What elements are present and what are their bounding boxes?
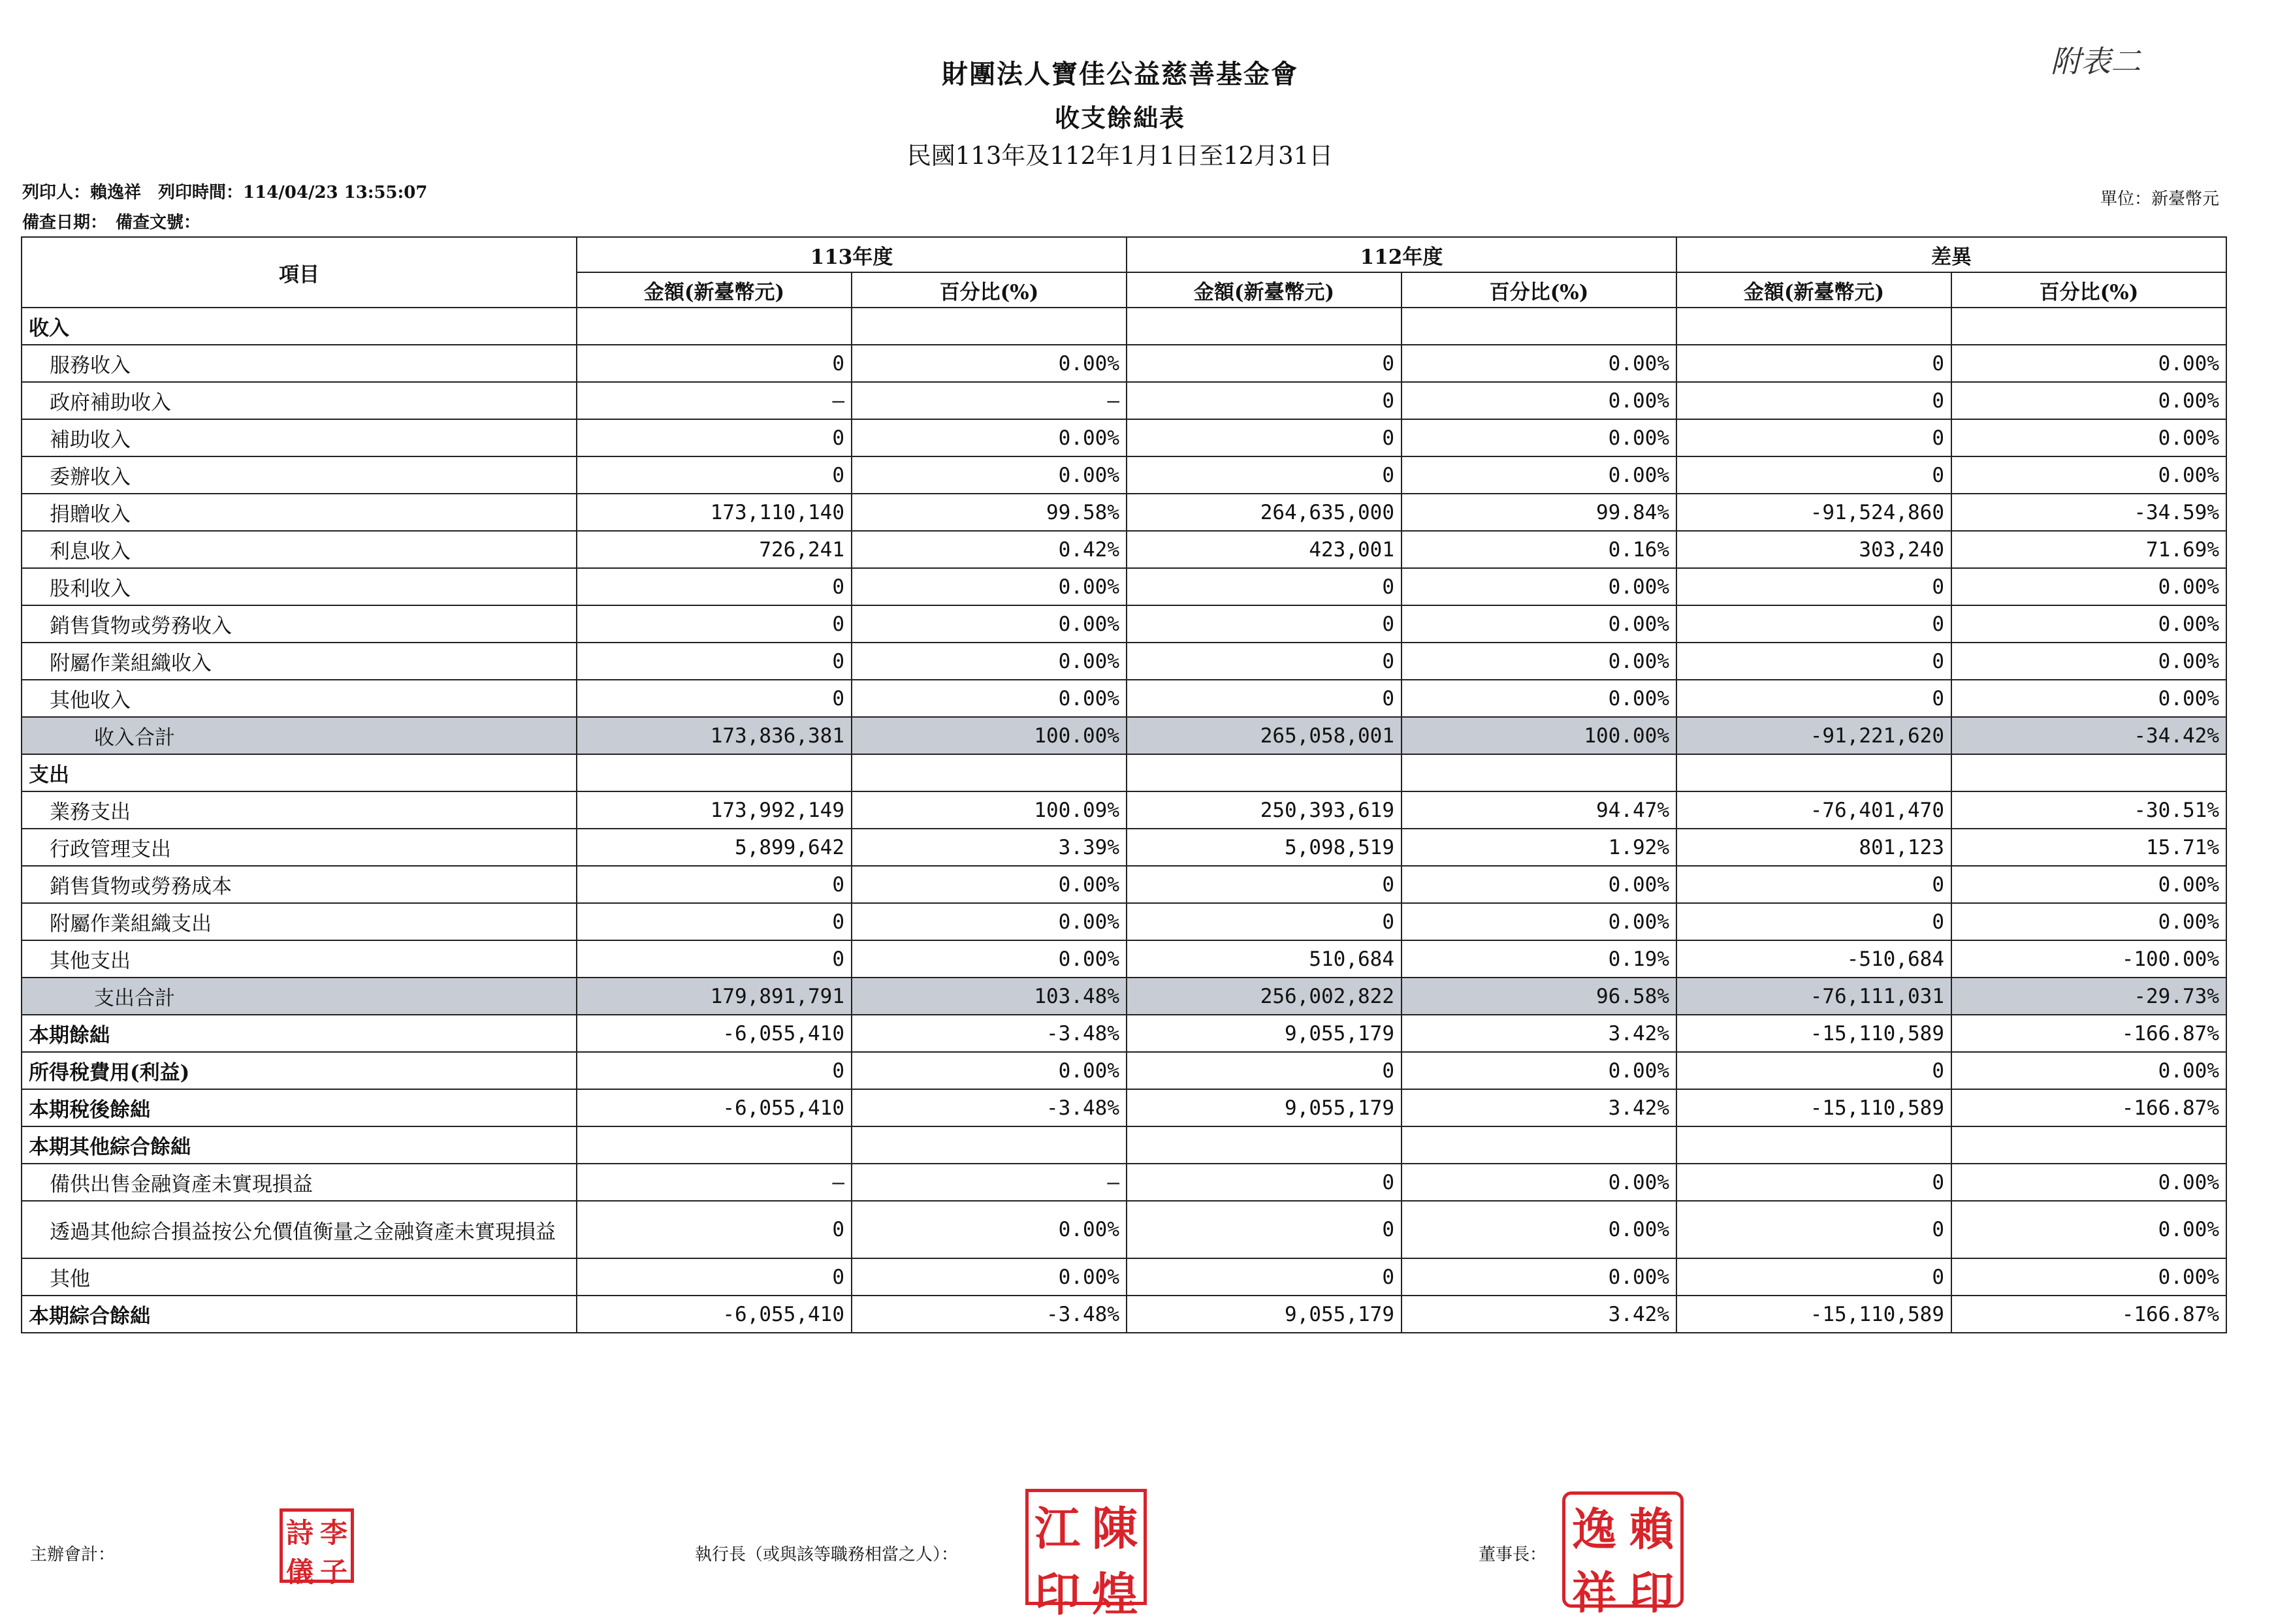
value-cell: 3.42%	[1402, 1089, 1676, 1126]
value-cell: 0	[1676, 866, 1951, 903]
value-cell	[852, 308, 1127, 345]
value-cell: 71.69%	[1951, 531, 2226, 568]
row-label: 利息收入	[22, 531, 577, 568]
value-cell: 0	[1127, 568, 1402, 605]
value-cell	[577, 308, 852, 345]
value-cell: 0.00%	[1951, 903, 2226, 940]
row-label: 附屬作業組織支出	[22, 903, 577, 940]
row-label: 備供出售金融資產未實現損益	[22, 1164, 577, 1201]
value-cell: -166.87%	[1951, 1089, 2226, 1126]
row-label: 所得稅費用(利益)	[22, 1052, 577, 1089]
value-cell: 0	[577, 605, 852, 643]
value-cell: 100.09%	[852, 791, 1127, 829]
value-cell	[1676, 308, 1951, 345]
header-item: 項目	[22, 237, 577, 308]
row-label: 銷售貨物或勞務收入	[22, 605, 577, 643]
value-cell: -76,401,470	[1676, 791, 1951, 829]
row-label: 銷售貨物或勞務成本	[22, 866, 577, 903]
value-cell: 0.00%	[1951, 866, 2226, 903]
table-row	[22, 568, 2226, 605]
table-row	[22, 1258, 2226, 1296]
table-row	[22, 940, 2226, 978]
value-cell: 0	[1127, 1258, 1402, 1296]
value-cell: -6,055,410	[577, 1296, 852, 1333]
row-label: 其他	[22, 1258, 577, 1296]
value-cell	[1402, 1126, 1676, 1164]
value-cell: —	[852, 382, 1127, 419]
value-cell: 303,240	[1676, 531, 1951, 568]
value-cell: 15.71%	[1951, 829, 2226, 866]
value-cell: 103.48%	[852, 978, 1127, 1015]
handwritten-annotation: 附表二	[2051, 44, 2141, 79]
value-cell: 0.00%	[852, 866, 1127, 903]
value-cell: 0.00%	[1951, 605, 2226, 643]
value-cell: -76,111,031	[1676, 978, 1951, 1015]
value-cell: 0.00%	[1402, 382, 1676, 419]
value-cell: 3.39%	[852, 829, 1127, 866]
value-cell: 0.00%	[1402, 903, 1676, 940]
value-cell: 0	[1676, 456, 1951, 494]
value-cell: 265,058,001	[1127, 717, 1402, 754]
value-cell: 0	[1127, 456, 1402, 494]
value-cell: 0.00%	[852, 605, 1127, 643]
value-cell: 0	[577, 1201, 852, 1258]
value-cell: 0.00%	[1402, 605, 1676, 643]
value-cell: 99.58%	[852, 494, 1127, 531]
row-label: 其他收入	[22, 680, 577, 717]
ceo-seal: 江 陳 印 煌	[1025, 1489, 1147, 1605]
value-cell	[1951, 754, 2226, 791]
value-cell: -3.48%	[852, 1089, 1127, 1126]
value-cell: 3.42%	[1402, 1296, 1676, 1333]
value-cell: 5,098,519	[1127, 829, 1402, 866]
value-cell: 0.00%	[852, 643, 1127, 680]
value-cell: 0.00%	[1951, 568, 2226, 605]
value-cell: 256,002,822	[1127, 978, 1402, 1015]
table-row	[22, 717, 2226, 754]
value-cell: 0	[1676, 345, 1951, 382]
value-cell: 0	[1676, 1201, 1951, 1258]
header-amount: 金額(新臺幣元)	[1676, 272, 1951, 308]
value-cell: 0	[1127, 1164, 1402, 1201]
value-cell: 0.19%	[1402, 940, 1676, 978]
value-cell: 0.00%	[852, 345, 1127, 382]
value-cell: 0	[1676, 419, 1951, 456]
value-cell: —	[577, 382, 852, 419]
value-cell: 0.00%	[852, 568, 1127, 605]
table-row	[22, 978, 2226, 1015]
value-cell: 5,899,642	[577, 829, 852, 866]
row-label: 業務支出	[22, 791, 577, 829]
value-cell	[852, 754, 1127, 791]
header-year-113: 113年度	[577, 237, 1127, 272]
value-cell: 173,836,381	[577, 717, 852, 754]
org-title: 財團法人寶佳公益慈善基金會	[942, 59, 1298, 89]
report-period: 民國113年及112年1月1日至12月31日	[906, 142, 1334, 170]
value-cell: 0.00%	[1951, 680, 2226, 717]
value-cell: -6,055,410	[577, 1015, 852, 1052]
value-cell: 9,055,179	[1127, 1296, 1402, 1333]
table-row	[22, 1089, 2226, 1126]
value-cell: 0	[577, 940, 852, 978]
row-label: 捐贈收入	[22, 494, 577, 531]
value-cell: 0.00%	[852, 1201, 1127, 1258]
accountant-label: 主辦會計：	[30, 1545, 116, 1565]
value-cell: 0	[577, 680, 852, 717]
value-cell: 0.00%	[852, 419, 1127, 456]
value-cell: 0	[1676, 1052, 1951, 1089]
value-cell: 0	[1676, 1164, 1951, 1201]
value-cell: -166.87%	[1951, 1296, 2226, 1333]
value-cell: 0	[1676, 903, 1951, 940]
table-row	[22, 1015, 2226, 1052]
value-cell: 0.00%	[1951, 1164, 2226, 1201]
value-cell: -166.87%	[1951, 1015, 2226, 1052]
value-cell: 510,684	[1127, 940, 1402, 978]
value-cell: 0	[577, 643, 852, 680]
value-cell: 99.84%	[1402, 494, 1676, 531]
value-cell: 0.00%	[1951, 382, 2226, 419]
row-label: 政府補助收入	[22, 382, 577, 419]
value-cell: 0	[577, 1052, 852, 1089]
value-cell: 0.00%	[852, 1052, 1127, 1089]
row-label: 支出	[22, 754, 577, 791]
value-cell: 250,393,619	[1127, 791, 1402, 829]
value-cell: 173,992,149	[577, 791, 852, 829]
value-cell: -34.42%	[1951, 717, 2226, 754]
table-row	[22, 1126, 2226, 1164]
table-row	[22, 308, 2226, 345]
row-label: 附屬作業組織收入	[22, 643, 577, 680]
row-label: 本期稅後餘絀	[22, 1089, 577, 1126]
row-label: 本期綜合餘絀	[22, 1296, 577, 1333]
chairman-label: 董事長：	[1479, 1545, 1547, 1565]
table-row	[22, 754, 2226, 791]
value-cell: 100.00%	[1402, 717, 1676, 754]
value-cell: -3.48%	[852, 1296, 1127, 1333]
table-row	[22, 680, 2226, 717]
value-cell: 0.00%	[1402, 419, 1676, 456]
value-cell: 0.00%	[852, 456, 1127, 494]
value-cell: 0	[1127, 680, 1402, 717]
table-row	[22, 1164, 2226, 1201]
value-cell: 0	[1127, 643, 1402, 680]
row-label: 其他支出	[22, 940, 577, 978]
value-cell: 0.00%	[1951, 345, 2226, 382]
value-cell: 0.00%	[1402, 1201, 1676, 1258]
header-amount: 金額(新臺幣元)	[1127, 272, 1402, 308]
value-cell	[1676, 1126, 1951, 1164]
value-cell: -15,110,589	[1676, 1296, 1951, 1333]
value-cell	[1127, 1126, 1402, 1164]
value-cell: 3.42%	[1402, 1015, 1676, 1052]
value-cell: 0.00%	[1402, 568, 1676, 605]
value-cell: 264,635,000	[1127, 494, 1402, 531]
value-cell: 0	[577, 568, 852, 605]
header-year-112: 112年度	[1127, 237, 1676, 272]
value-cell: 0.00%	[1951, 1258, 2226, 1296]
row-label: 補助收入	[22, 419, 577, 456]
table-row	[22, 791, 2226, 829]
chairman-seal: 逸 賴 祥 印	[1562, 1491, 1684, 1608]
row-label: 服務收入	[22, 345, 577, 382]
table-row	[22, 345, 2226, 382]
value-cell: 0.00%	[852, 940, 1127, 978]
value-cell: 0.00%	[852, 903, 1127, 940]
value-cell: -15,110,589	[1676, 1015, 1951, 1052]
table-row	[22, 531, 2226, 568]
table-row	[22, 605, 2226, 643]
value-cell: 1.92%	[1402, 829, 1676, 866]
value-cell: 100.00%	[852, 717, 1127, 754]
value-cell: -510,684	[1676, 940, 1951, 978]
table-row	[22, 903, 2226, 940]
value-cell: 0.00%	[1402, 1258, 1676, 1296]
row-label: 透過其他綜合損益按公允價值衡量之金融資產未實現損益	[22, 1201, 577, 1258]
value-cell: —	[852, 1164, 1127, 1201]
value-cell: -34.59%	[1951, 494, 2226, 531]
value-cell: 0	[577, 1258, 852, 1296]
value-cell	[1951, 308, 2226, 345]
value-cell: 0	[1676, 568, 1951, 605]
value-cell: 0	[1127, 903, 1402, 940]
value-cell: 0	[1127, 345, 1402, 382]
value-cell: 9,055,179	[1127, 1015, 1402, 1052]
table-row	[22, 866, 2226, 903]
accountant-seal: 詩 李 儀 子	[280, 1508, 354, 1583]
value-cell: 94.47%	[1402, 791, 1676, 829]
value-cell: 0	[1676, 1258, 1951, 1296]
value-cell: 0	[1127, 419, 1402, 456]
table-row	[22, 1296, 2226, 1333]
value-cell: 0.00%	[1402, 1052, 1676, 1089]
value-cell: 0	[1127, 382, 1402, 419]
row-label: 支出合計	[22, 978, 577, 1015]
table-row	[22, 643, 2226, 680]
value-cell: -3.48%	[852, 1015, 1127, 1052]
value-cell: 0.00%	[852, 1258, 1127, 1296]
value-cell: -30.51%	[1951, 791, 2226, 829]
currency-unit: 單位：新臺幣元	[2100, 189, 2219, 209]
value-cell: 0.00%	[1402, 643, 1676, 680]
value-cell: 0.00%	[852, 680, 1127, 717]
value-cell: —	[577, 1164, 852, 1201]
value-cell	[577, 754, 852, 791]
report-title: 收支餘絀表	[1054, 103, 1185, 133]
value-cell	[577, 1126, 852, 1164]
value-cell	[1402, 754, 1676, 791]
value-cell: 0	[1127, 866, 1402, 903]
value-cell: 0.00%	[1402, 1164, 1676, 1201]
value-cell: -91,524,860	[1676, 494, 1951, 531]
ceo-label: 執行長（或與該等職務相當之人）：	[695, 1545, 959, 1565]
header-percent: 百分比(%)	[1951, 272, 2226, 308]
row-label: 收入	[22, 308, 577, 345]
printer-info: 列印人：賴逸祥 列印時間：114/04/23 13:55:07	[22, 183, 428, 202]
row-label: 本期其他綜合餘絀	[22, 1126, 577, 1164]
value-cell: 0.00%	[1402, 866, 1676, 903]
row-label: 行政管理支出	[22, 829, 577, 866]
value-cell: 0.00%	[1951, 419, 2226, 456]
header-amount: 金額(新臺幣元)	[577, 272, 852, 308]
value-cell: 801,123	[1676, 829, 1951, 866]
row-label: 委辦收入	[22, 456, 577, 494]
header-percent: 百分比(%)	[1402, 272, 1676, 308]
value-cell: 0.00%	[1402, 345, 1676, 382]
value-cell: 0	[1127, 605, 1402, 643]
value-cell: 0	[577, 866, 852, 903]
value-cell	[1951, 1126, 2226, 1164]
value-cell: 0	[1127, 1052, 1402, 1089]
header-difference: 差異	[1676, 237, 2226, 272]
value-cell: 423,001	[1127, 531, 1402, 568]
value-cell: 0	[1676, 680, 1951, 717]
value-cell: 0	[577, 903, 852, 940]
value-cell: 0.00%	[1402, 680, 1676, 717]
value-cell: 179,891,791	[577, 978, 852, 1015]
value-cell: 0.00%	[1951, 1201, 2226, 1258]
row-label: 本期餘絀	[22, 1015, 577, 1052]
value-cell: 0.00%	[1951, 456, 2226, 494]
reference-info: 備查日期： 備查文號：	[22, 213, 201, 232]
value-cell: 0	[1676, 382, 1951, 419]
value-cell	[1676, 754, 1951, 791]
table-row	[22, 419, 2226, 456]
value-cell: 726,241	[577, 531, 852, 568]
table-row	[22, 1201, 2226, 1258]
value-cell: 96.58%	[1402, 978, 1676, 1015]
value-cell: 0	[1127, 1201, 1402, 1258]
row-label: 股利收入	[22, 568, 577, 605]
value-cell: -15,110,589	[1676, 1089, 1951, 1126]
row-label: 收入合計	[22, 717, 577, 754]
table-row	[22, 494, 2226, 531]
value-cell: 0	[1676, 643, 1951, 680]
value-cell: 0.42%	[852, 531, 1127, 568]
value-cell: 0	[577, 419, 852, 456]
table-row	[22, 456, 2226, 494]
value-cell: 173,110,140	[577, 494, 852, 531]
value-cell	[1402, 308, 1676, 345]
value-cell: -91,221,620	[1676, 717, 1951, 754]
value-cell	[1127, 308, 1402, 345]
value-cell	[1127, 754, 1402, 791]
header-percent: 百分比(%)	[852, 272, 1127, 308]
value-cell: 0	[1676, 605, 1951, 643]
value-cell	[852, 1126, 1127, 1164]
value-cell: 0	[577, 345, 852, 382]
income-statement-table	[21, 236, 2227, 1333]
value-cell: -6,055,410	[577, 1089, 852, 1126]
value-cell: -100.00%	[1951, 940, 2226, 978]
table-row	[22, 829, 2226, 866]
value-cell: 9,055,179	[1127, 1089, 1402, 1126]
value-cell: 0.00%	[1951, 643, 2226, 680]
table-row	[22, 1052, 2226, 1089]
value-cell: 0.16%	[1402, 531, 1676, 568]
value-cell: 0	[577, 456, 852, 494]
value-cell: 0.00%	[1402, 456, 1676, 494]
value-cell: -29.73%	[1951, 978, 2226, 1015]
value-cell: 0.00%	[1951, 1052, 2226, 1089]
table-row	[22, 382, 2226, 419]
